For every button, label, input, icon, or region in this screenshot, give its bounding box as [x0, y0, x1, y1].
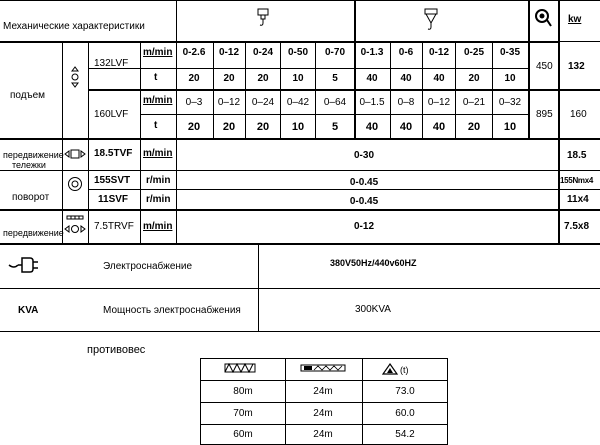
- counter-jib-cell: 24m: [313, 429, 333, 440]
- hook-double-icon: [424, 8, 438, 32]
- slewing-model-a: 155SVT: [94, 175, 131, 186]
- load-cell: 40: [433, 73, 445, 84]
- slewing-value-a: 0-0.45: [349, 177, 379, 188]
- load-cell: 20: [256, 121, 270, 133]
- speed-cell: 0–32: [498, 97, 522, 108]
- load-cell: 40: [432, 121, 446, 133]
- load-cell: 20: [188, 73, 200, 84]
- lift-132-rpm: 450: [536, 61, 553, 72]
- slewing-label: поворот: [12, 192, 50, 203]
- trolley-kw: 18.5: [567, 150, 587, 161]
- speed-cell: 0-70: [324, 47, 346, 58]
- jib-icon: [224, 362, 256, 374]
- load-cell: 10: [291, 121, 305, 133]
- speed-cell: 0–21: [462, 97, 486, 108]
- trolley-value: 0-30: [353, 150, 375, 161]
- jib-length-cell: 80m: [233, 386, 253, 397]
- lift-160-kw: 160: [570, 109, 587, 120]
- weight-unit: (t): [400, 365, 409, 375]
- speed-cell: 0-2.6: [182, 47, 206, 58]
- lift-160-unit-speed: m/min: [143, 95, 173, 106]
- speed-cell: 0–8: [397, 97, 415, 108]
- lift-label: подъем: [10, 90, 46, 101]
- kw-header: kw: [568, 14, 582, 25]
- load-cell: 10: [292, 73, 304, 84]
- lift-160-rpm: 895: [536, 109, 553, 120]
- kva-label: Мощность электроснабжения: [103, 305, 241, 316]
- load-cell: 20: [222, 121, 236, 133]
- load-cell: 20: [257, 73, 269, 84]
- speed-cell: 0-35: [499, 47, 521, 58]
- jib-length-cell: 70m: [233, 408, 253, 419]
- motor-icon: [534, 8, 554, 28]
- lift-arrows-icon: [68, 66, 82, 88]
- load-cell: 10: [504, 73, 516, 84]
- power-value: 380V50Hz/440v60HZ: [330, 258, 417, 268]
- speed-cell: 0–12: [427, 97, 451, 108]
- slewing-model-b: 11SVF: [98, 194, 129, 205]
- load-cell: 40: [365, 121, 379, 133]
- slewing-kw-a: 155Nmx4: [560, 176, 594, 185]
- travel-label: передвижение: [3, 228, 64, 238]
- weight-cell: 60.0: [395, 408, 415, 419]
- header-title: Механические характеристики: [3, 21, 145, 32]
- load-cell: 20: [468, 73, 480, 84]
- trolley-model: 18.5TVF: [94, 148, 133, 159]
- power-label: Электроснабжение: [103, 261, 193, 272]
- load-cell: 5: [332, 73, 338, 84]
- lift-160-model: 160LVF: [94, 109, 129, 120]
- travel-model: 7.5TRVF: [94, 221, 134, 232]
- travel-icon: [64, 215, 86, 237]
- speed-cell: 0–64: [323, 97, 347, 108]
- load-cell: 10: [503, 121, 517, 133]
- counterweight-title: противовес: [87, 344, 146, 356]
- lift-160-unit-t: t: [154, 120, 158, 131]
- counter-jib-icon: [300, 364, 346, 373]
- jib-length-cell: 60m: [233, 429, 253, 440]
- speed-cell: 0-25: [463, 47, 485, 58]
- load-cell: 40: [366, 73, 378, 84]
- slewing-kw-b: 11x4: [567, 194, 589, 205]
- trolley-unit: m/min: [143, 148, 173, 159]
- lift-132-unit-speed: m/min: [143, 47, 173, 58]
- travel-unit: m/min: [143, 221, 173, 232]
- load-cell: 5: [331, 121, 339, 133]
- travel-kw: 7.5x8: [564, 221, 590, 232]
- speed-cell: 0-6: [398, 47, 414, 58]
- weight-cell: 54.2: [395, 429, 415, 440]
- speed-cell: 0-1.3: [360, 47, 384, 58]
- weight-cell: 73.0: [395, 386, 415, 397]
- lift-132-model: 132LVF: [94, 58, 129, 69]
- counter-jib-cell: 24m: [313, 408, 333, 419]
- counter-jib-cell: 24m: [313, 386, 333, 397]
- speed-cell: 0-12: [218, 47, 240, 58]
- slewing-icon: [67, 176, 83, 192]
- load-cell: 40: [400, 73, 412, 84]
- speed-cell: 0–24: [251, 97, 275, 108]
- trolley-label-line2: тележки: [12, 160, 46, 170]
- lift-132-unit-t: t: [154, 72, 158, 83]
- load-cell: 20: [223, 73, 235, 84]
- speed-cell: 0–3: [185, 97, 203, 108]
- hook-single-icon: [256, 8, 270, 28]
- speed-cell: 0-24: [252, 47, 274, 58]
- load-cell: 20: [467, 121, 481, 133]
- slewing-value-b: 0-0.45: [349, 196, 379, 207]
- speed-cell: 0–12: [217, 97, 241, 108]
- weight-icon: [382, 363, 398, 375]
- lift-132-kw: 132: [568, 61, 585, 72]
- plug-icon: [8, 253, 40, 273]
- speed-cell: 0–42: [286, 97, 310, 108]
- speed-cell: 0–1.5: [359, 97, 385, 108]
- speed-cell: 0-50: [287, 47, 309, 58]
- kva-symbol: KVA: [18, 305, 39, 316]
- speed-cell: 0-12: [428, 47, 450, 58]
- slewing-unit-b: r/min: [146, 194, 171, 205]
- load-cell: 20: [187, 121, 201, 133]
- trolley-label-line1: передвижение: [3, 150, 64, 160]
- slewing-unit-a: r/min: [146, 175, 171, 186]
- kva-value: 300KVA: [355, 304, 391, 315]
- trolley-icon: [64, 148, 86, 160]
- travel-value: 0-12: [353, 221, 375, 232]
- load-cell: 40: [399, 121, 413, 133]
